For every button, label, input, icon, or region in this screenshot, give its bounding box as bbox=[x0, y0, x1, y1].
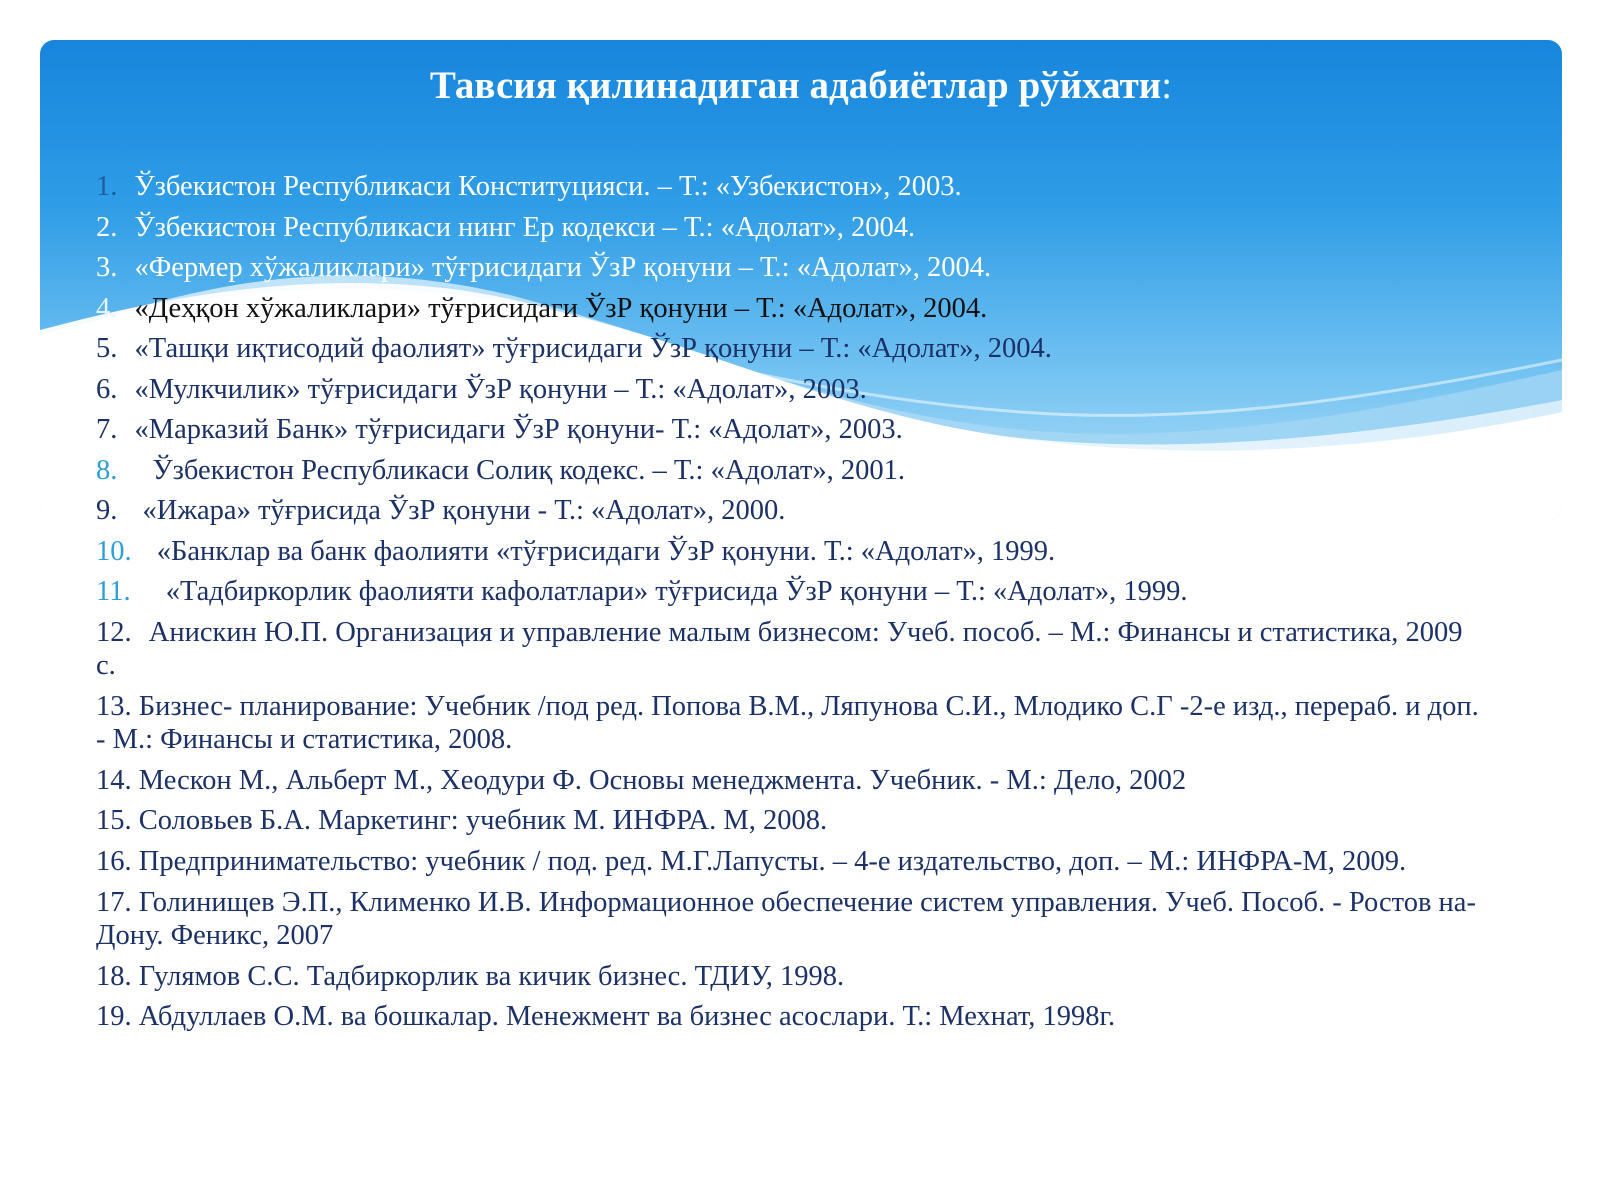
list-item-text: «Ташқи иқтисодий фаолият» тўғрисидаги ЎзР қонуни – Т.: «Адолат», 2004. bbox=[134, 333, 1052, 364]
list-item-number: 13. bbox=[96, 690, 132, 722]
list-item-number: 3. bbox=[96, 252, 118, 283]
list-item-number: 16. bbox=[96, 845, 132, 877]
list-item-number: 17. bbox=[96, 886, 132, 918]
list-item-number: 7. bbox=[96, 414, 118, 445]
list-item bbox=[96, 616, 1486, 682]
list-item bbox=[96, 804, 1486, 837]
list-item-text: Предпринимательство: учебник / под. ред. М.Г.Лапусты. – 4-е издательство, доп. – М.: ИНФРА-М, 2009. bbox=[138, 845, 1407, 877]
list-item-text: «Деҳқон хўжаликлари» тўғрисидаги ЎзР қонуни – Т.: «Адолат», 2004. bbox=[134, 292, 988, 324]
list-item bbox=[96, 413, 1486, 446]
list-item-number: 11. bbox=[96, 576, 131, 607]
slide-title bbox=[40, 62, 1562, 110]
list-item-text: Голинищев Э.П., Клименко И.В. Информационное обеспечение систем управления. Учеб. Пособ. - Ростов на-Дону. Феникс, 2007 bbox=[96, 886, 1476, 951]
list-item-number: 6. bbox=[96, 373, 118, 405]
list-item bbox=[96, 1000, 1486, 1033]
list-item-number: 9. bbox=[96, 495, 118, 526]
list-item bbox=[96, 373, 1486, 406]
list-item bbox=[96, 292, 1486, 325]
list-item bbox=[96, 211, 1486, 244]
list-item bbox=[96, 690, 1486, 756]
list-item bbox=[96, 170, 1486, 203]
list-item-number: 18. bbox=[96, 960, 132, 992]
list-item bbox=[96, 960, 1486, 993]
list-item-text: «Ижара» тўғрисида ЎзР қонуни - Т.: «Адолат», 2000. bbox=[142, 495, 786, 526]
list-item-text: Ўзбекистон Республикаси нинг Ер кодекси – Т.: «Адолат», 2004. bbox=[134, 211, 916, 243]
list-item-number: 10. bbox=[96, 535, 132, 567]
list-item-text: Гулямов С.С. Тадбиркорлик ва кичик бизнес. ТДИУ, 1998. bbox=[138, 960, 845, 992]
list-item-text: «Тадбиркорлик фаолияти кафолатлари» тўғрисида ЎзР қонуни – Т.: «Адолат», 1999. bbox=[165, 576, 1188, 607]
list-item-number: 4. bbox=[96, 292, 118, 324]
list-item-text: Бизнес- планирование: Учебник /под ред. Попова В.М., Ляпунова С.И., Млодико С.Г -2-е изд., перераб. и доп. - М.: Финансы и статистика, 2008. bbox=[96, 690, 1479, 755]
list-item bbox=[96, 764, 1486, 797]
list-item-number: 12. bbox=[96, 616, 132, 648]
list-item bbox=[96, 886, 1486, 952]
list-item bbox=[96, 454, 1486, 487]
list-item-number: 14. bbox=[96, 764, 132, 796]
list-item-text: «Марказий Банк» тўғрисидаги ЎзР қонуни- Т.: «Адолат», 2003. bbox=[134, 414, 903, 445]
slide-title-colon: : bbox=[1161, 64, 1173, 107]
list-item-number: 15. bbox=[96, 805, 132, 836]
list-item bbox=[96, 845, 1486, 878]
list-item bbox=[96, 494, 1486, 527]
list-item-number: 5. bbox=[96, 333, 118, 364]
list-item-text: Анискин Ю.П. Организация и управление малым бизнесом: Учеб. пособ. – М.: Финансы и статистика, 2009 с. bbox=[96, 616, 1463, 681]
list-item-text: Соловьев Б.А. Маркетинг: учебник М. ИНФРА. М, 2008. bbox=[138, 805, 828, 836]
list-item-text: «Банклар ва банк фаолияти «тўғрисидаги ЎзР қонуни. Т.: «Адолат», 1999. bbox=[156, 535, 1056, 567]
list-item-number: 19. bbox=[96, 1001, 132, 1032]
list-item-text: Ўзбекистон Республикаси Солиқ кодекс. – Т.: «Адолат», 2001. bbox=[152, 454, 905, 486]
list-item bbox=[96, 251, 1486, 284]
list-item bbox=[96, 332, 1486, 365]
slide-title-text: Тавсия қилинадиган адабиётлар рўйхати bbox=[429, 64, 1162, 107]
list-item-text: Мескон М., Альберт М., Хеодури Ф. Основы менеджмента. Учебник. - М.: Дело, 2002 bbox=[138, 764, 1187, 796]
list-item-number: 2. bbox=[96, 211, 118, 243]
list-item-text: Ўзбекистон Республикаси Конституцияси. – Т.: «Узбекистон», 2003. bbox=[134, 171, 962, 202]
list-item bbox=[96, 575, 1486, 608]
list-item-text: «Фермер хўжаликлари» тўғрисидаги ЎзР қонуни – Т.: «Адолат», 2004. bbox=[134, 252, 992, 283]
list-item bbox=[96, 535, 1486, 568]
list-item-text: Абдуллаев О.М. ва бошкалар. Менежмент ва бизнес асослари. Т.: Мехнат, 1998г. bbox=[138, 1001, 1116, 1032]
list-item-number: 1. bbox=[96, 171, 118, 202]
reference-list bbox=[96, 170, 1486, 1041]
list-item-text: «Мулкчилик» тўғрисидаги ЎзР қонуни – Т.: «Адолат», 2003. bbox=[134, 373, 867, 405]
list-item-number: 8. bbox=[96, 454, 118, 486]
